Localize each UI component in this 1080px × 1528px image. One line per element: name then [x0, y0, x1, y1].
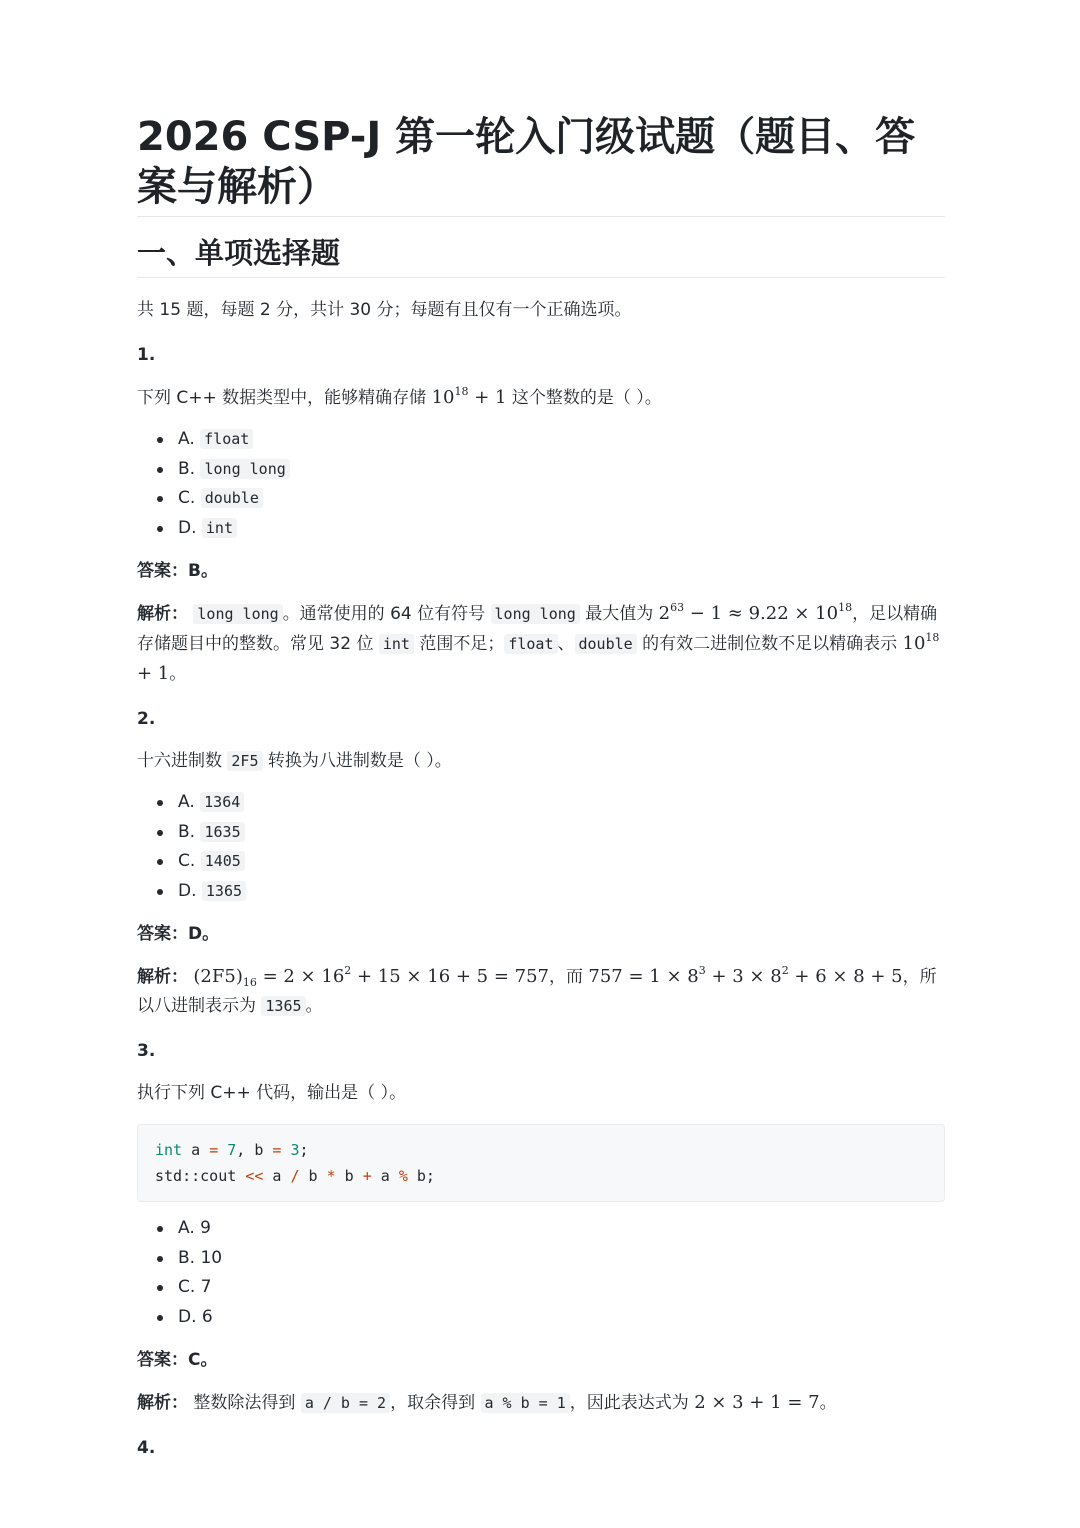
math-expression: $10^{18} + 1$ — [431, 385, 507, 408]
section-intro: 共 15 题，每题 2 分，共计 30 分；每题有且仅有一个正确选项。 — [137, 300, 632, 320]
math-expression: $10^{18} + 1$ — [137, 631, 940, 684]
inline-code: 1635 — [200, 822, 244, 842]
inline-code: 2F5 — [227, 751, 262, 771]
option-item: B. 1635 — [178, 818, 945, 848]
inline-code: float — [200, 429, 253, 449]
option-item: A. 1364 — [178, 788, 945, 818]
option-item: C. 1405 — [178, 847, 945, 877]
inline-code: 1365 — [202, 881, 246, 901]
option-item: D. 1365 — [178, 877, 945, 907]
question-text: 执行下列 C++ 代码，输出是（ ）。 — [137, 1083, 407, 1103]
document — [137, 0, 945, 1463]
math-expression: $(2F5)_{16} = 2 \times 16^2 + 15 \times 16 + 5 = 757$ — [193, 964, 549, 989]
explanation: 解析： $(2F5)_{16} = 2 \times 16^2 + 15 \times 16 + 5 = 757$，而 $757 = 1 \times 8^3 + 3 \times 8^2 + 6 \times 8 + 5$，所以八进制表示为 1365 。 — [137, 964, 937, 1016]
math-expression: 2 × 3 + 1 = 7 — [694, 1392, 820, 1413]
inline-code: 1405 — [201, 851, 245, 871]
text: 下列 C++ 数据类型中，能够精确存储 — [137, 388, 432, 408]
math-expression: $2^{63} - 1 \approx 9.22 \times 10^{18}$ — [658, 601, 853, 624]
inline-code: int — [202, 518, 237, 538]
option-list — [137, 425, 945, 543]
option-list — [137, 788, 945, 906]
question-number: 3. — [137, 1041, 156, 1061]
section-heading: 一、单项选择题 — [137, 231, 945, 278]
inline-code: double — [201, 488, 263, 508]
option-item: C. double — [178, 484, 945, 514]
explanation: 解析： 整数除法得到 a / b = 2 ，取余得到 a % b = 1 ，因此表达式为 2 × 3 + 1 = 7。 — [137, 1392, 837, 1413]
question-number: 1. — [137, 345, 156, 365]
math-expression: $757 = 1 \times 8^3 + 3 \times 8^2 + 6 \times 8 + 5$ — [588, 964, 903, 987]
question-text: 十六进制数 2F5 转换为八进制数是（ ）。 — [137, 751, 452, 771]
code-block: int a = 7, b = 3; std::cout << a / b * b + a % b; — [137, 1124, 945, 1202]
answer: 答案：C。 — [137, 1350, 218, 1370]
option-item: B. 10 — [178, 1244, 945, 1274]
answer: 答案：D。 — [137, 924, 220, 944]
page-title: 2026 CSP-J 第一轮入门级试题（题目、答案与解析） — [137, 112, 945, 217]
option-item: A. 9 — [178, 1214, 945, 1244]
option-list — [137, 1214, 945, 1332]
option-item: D. 6 — [178, 1303, 945, 1333]
text: 这个整数的是（ ）。 — [506, 388, 662, 408]
explanation: 解析： long long 。通常使用的 64 位有符号 long long 最大值为 $2^{63} - 1 \approx 9.22 \times 10^{18}$，足以精确存储题目中的整数。常见 32 位 int 范围不足； float 、 double 的有效二进制位数不足以精确表示 $10^{18} + 1$。 — [137, 601, 940, 684]
question-number: 2. — [137, 709, 156, 729]
option-item: B. long long — [178, 455, 945, 485]
inline-code: long long — [200, 459, 289, 479]
option-item: C. 7 — [178, 1273, 945, 1303]
option-item: A. float — [178, 425, 945, 455]
answer: 答案：B。 — [137, 561, 218, 581]
question-number: 4. — [137, 1438, 156, 1458]
inline-code: 1364 — [200, 792, 244, 812]
option-item: D. int — [178, 514, 945, 544]
question-text — [137, 383, 945, 413]
